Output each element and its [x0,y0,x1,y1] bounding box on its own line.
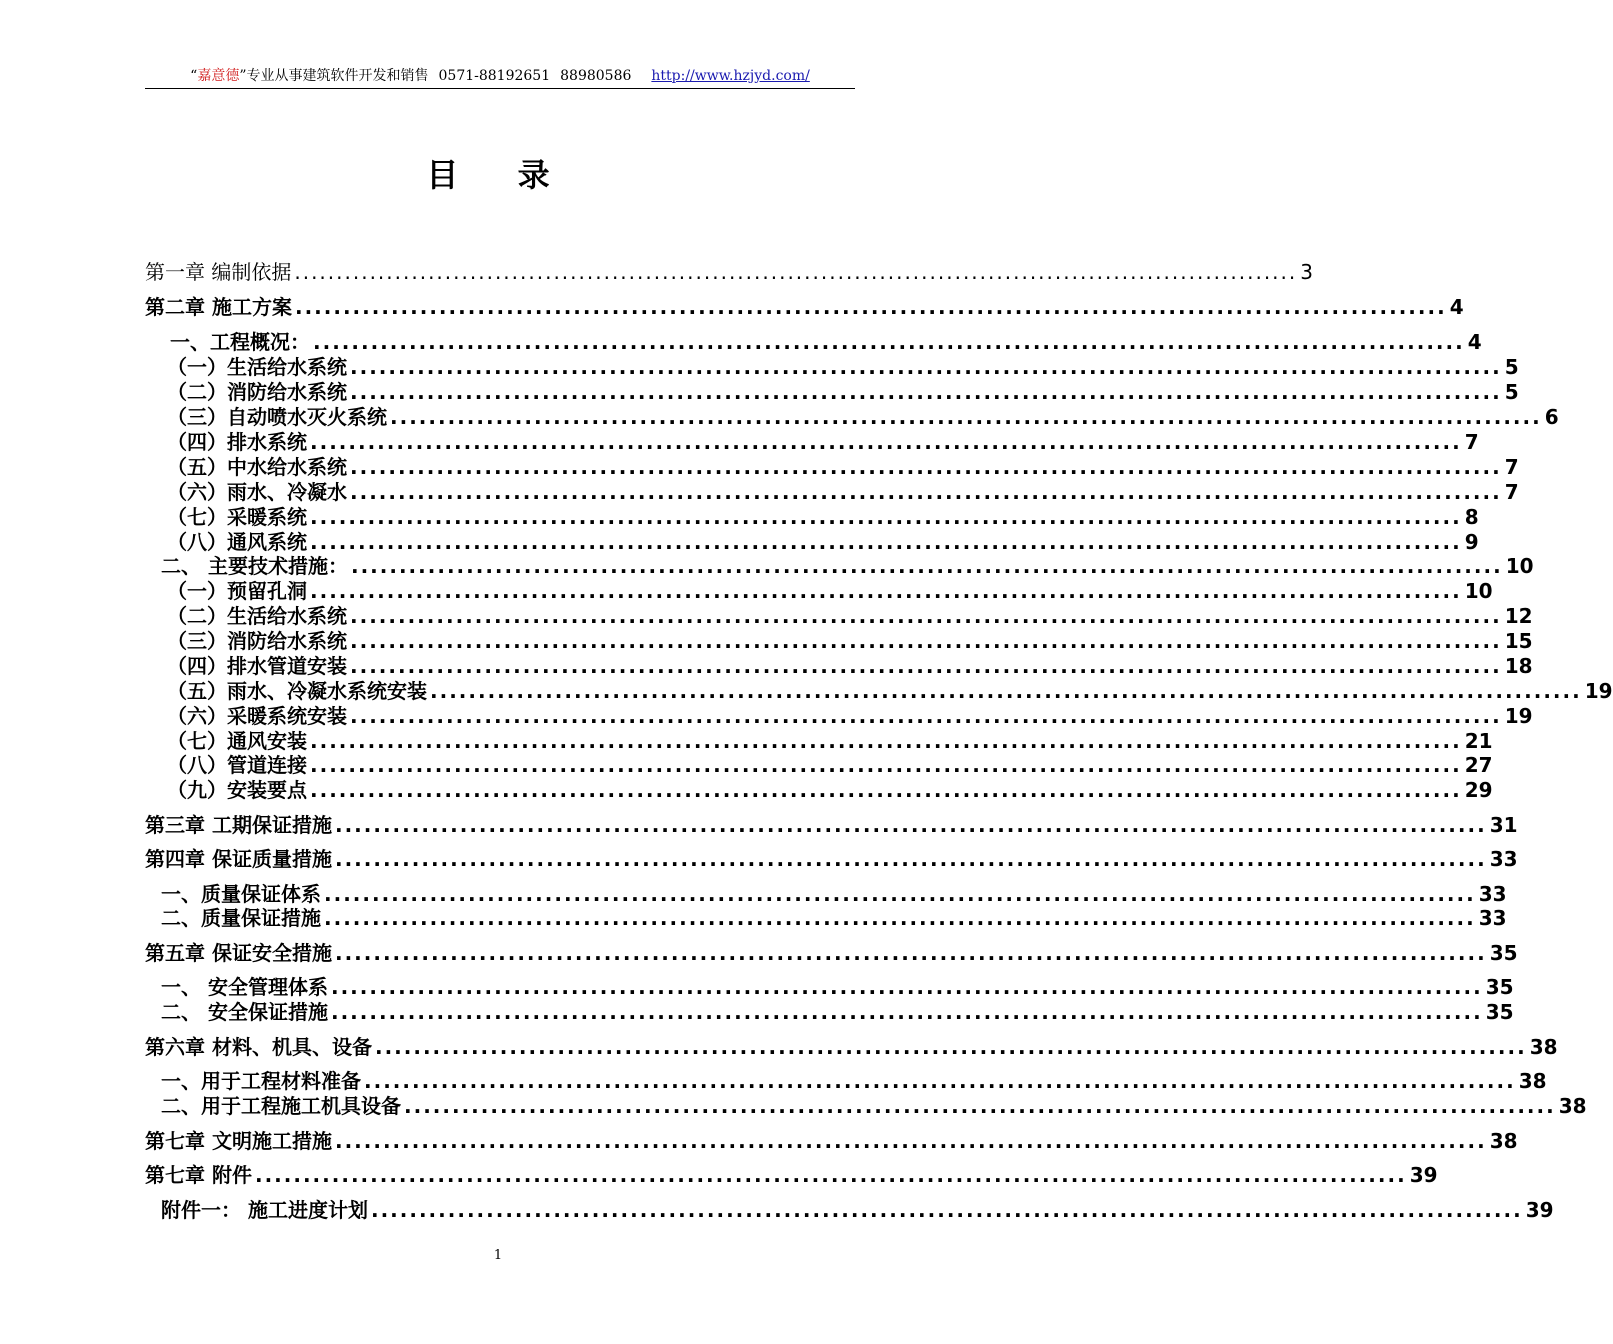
toc-entry[interactable] [167,702,1533,728]
toc-entry[interactable] [167,652,1533,678]
toc-entry-page-number: 4 [1449,295,1464,319]
toc-dot-leader: ........................................................................................................................ [324,882,1476,906]
toc-dot-leader: ........................................................................................................................ [313,330,1465,354]
toc-entry[interactable] [161,880,1507,906]
toc-entry-label: 一、工程概况： [170,330,310,354]
toc-entry-label: 第五章 保证安全措施 [145,941,332,965]
toc-entry-label: 二、 主要技术措施： [161,554,348,578]
toc-entry-label: 第七章 文明施工措施 [145,1129,332,1153]
toc-dot-leader: ........................................................................................................................ [350,554,1503,578]
toc-entry-label: 第二章 施工方案 [145,295,292,319]
toc-dot-leader: ........................................................................................................................ [334,847,1487,871]
toc-entry[interactable] [161,998,1514,1024]
toc-entry[interactable] [167,453,1519,479]
header-tagline: 专业从事建筑软件开发和销售 [246,68,429,84]
toc-entry-page-number: 5 [1504,380,1519,404]
toc-entry-page-number: 21 [1464,729,1493,753]
header-phone-2: 88980586 [560,68,632,84]
toc-dot-leader: ........................................................................................................................ [350,629,1502,653]
toc-entry[interactable] [161,1092,1587,1118]
toc-entry-label: （四）排水系统 [167,430,307,454]
toc-entry-label: 一、用于工程材料准备 [161,1069,361,1093]
toc-entry-page-number: 33 [1489,847,1518,871]
toc-entry-label: 第三章 工期保证措施 [145,813,332,837]
toc-entry-label: （七）采暖系统 [167,505,307,529]
toc-entry[interactable] [167,751,1493,777]
toc-entry[interactable] [167,577,1493,603]
toc-dot-leader: ........................................................................................................................ [350,704,1502,728]
toc-entry-label: （一）生活给水系统 [167,355,347,379]
header-brand: 嘉意德 [197,68,240,84]
toc-entry-page-number: 19 [1504,704,1533,728]
toc-dot-leader: ........................................................................................................................ [430,679,1582,703]
toc-entry[interactable] [167,428,1479,454]
toc-entry-label: （五）中水给水系统 [167,455,347,479]
toc-entry[interactable] [170,328,1482,354]
toc-entry[interactable] [145,1033,1558,1059]
toc-entry-label: 第六章 材料、机具、设备 [145,1035,372,1059]
toc-entry[interactable] [167,503,1479,529]
toc-entry[interactable] [145,1127,1518,1153]
toc-dot-leader: ........................................................................................................................ [350,480,1502,504]
header-close-quote: ” [239,68,247,84]
toc-entry-page-number: 9 [1464,530,1479,554]
toc-entry-label: （二）生活给水系统 [167,604,347,628]
toc-entry-label: （二）消防给水系统 [167,380,347,404]
header-open-quote: “ [190,68,198,84]
toc-entry-page-number: 7 [1504,455,1519,479]
toc-entry-label: （九）安装要点 [167,778,307,802]
toc-dot-leader: ........................................................................................................................ [310,753,1462,777]
toc-entry[interactable] [145,1161,1438,1187]
toc-entry[interactable] [167,602,1533,628]
toc-entry-page-number: 27 [1464,753,1493,777]
toc-entry-page-number: 33 [1478,882,1507,906]
toc-entry-label: （七）通风安装 [167,729,307,753]
toc-entry-label: （一）预留孔洞 [167,579,307,603]
toc-entry-label: 第七章 附件 [145,1163,252,1187]
toc-entry[interactable] [161,1067,1547,1093]
toc-entry[interactable] [167,528,1479,554]
toc-entry-page-number: 12 [1504,604,1533,628]
toc-entry-page-number: 10 [1505,554,1534,578]
toc-entry[interactable] [167,627,1533,653]
toc-entry-page-number: 39 [1409,1163,1438,1187]
toc-dot-leader: ........................................................................................................................ [330,1000,1483,1024]
toc-dot-leader: ........................................................................................................................ [334,813,1487,837]
toc-dot-leader: ........................................................................................................................ [310,505,1462,529]
toc-dot-leader: ........................................................................................................................ [334,1129,1487,1153]
toc-entry-page-number: 38 [1558,1094,1587,1118]
toc-entry[interactable] [145,293,1464,319]
toc-entry-page-number: 35 [1489,941,1518,965]
toc-entry-label: 二、用于工程施工机具设备 [161,1094,401,1118]
toc-entry-label: （四）排水管道安装 [167,654,347,678]
toc-entry-page-number: 38 [1489,1129,1518,1153]
toc-entry[interactable] [167,403,1559,429]
toc-entry-page-number: 7 [1504,480,1519,504]
toc-entry-label: （三）自动喷水灭火系统 [167,405,387,429]
toc-dot-leader: ........................................................................................................................ [350,380,1502,404]
toc-entry-label: （六）采暖系统安装 [167,704,347,728]
toc-dot-leader: ........................................................................................................................ [310,778,1462,802]
toc-entry-label: 第四章 保证质量措施 [145,847,332,871]
toc-entry-page-number: 10 [1464,579,1493,603]
toc-entry-page-number: 39 [1525,1198,1554,1222]
toc-entry[interactable] [167,776,1493,802]
toc-entry[interactable] [167,353,1519,379]
toc-entry-page-number: 29 [1464,778,1493,802]
toc-entry[interactable] [145,939,1518,965]
toc-dot-leader: ........................................................................................................................ [310,729,1462,753]
toc-entry-label: （八）管道连接 [167,753,307,777]
toc-entry-page-number: 7 [1464,430,1479,454]
toc-entry-label: 一、质量保证体系 [161,882,321,906]
toc-entry-page-number: 35 [1485,1000,1514,1024]
toc-dot-leader: ........................................................................................................................ [294,260,1298,284]
toc-dot-leader: ........................................................................................................................ [254,1163,1407,1187]
toc-entry-label: 附件一： 施工进度计划 [161,1198,368,1222]
toc-entry[interactable] [161,552,1534,578]
toc-dot-leader: ........................................................................................................................ [374,1035,1527,1059]
toc-entry[interactable] [167,478,1519,504]
toc-entry[interactable] [167,677,1613,703]
page-number: 1 [493,1248,503,1263]
toc-entry-page-number: 5 [1504,355,1519,379]
toc-entry-page-number: 8 [1464,505,1479,529]
toc-entry-label: 二、 安全保证措施 [161,1000,328,1024]
toc-entry-page-number: 6 [1544,405,1559,429]
toc-entry-label: 二、质量保证措施 [161,906,321,930]
toc-dot-leader: ........................................................................................................................ [310,579,1462,603]
toc-entry[interactable] [167,727,1493,753]
toc-entry-page-number: 35 [1485,975,1514,999]
toc-dot-leader: ........................................................................................................................ [310,430,1462,454]
header-website-link[interactable]: http://www.hzjyd.com/ [651,68,810,84]
toc-entry[interactable] [167,378,1519,404]
toc-entry-page-number: 38 [1529,1035,1558,1059]
toc-dot-leader: ........................................................................................................................ [390,405,1542,429]
toc-entry[interactable] [145,845,1518,871]
toc-entry-label: 第一章 编制依据 [145,260,292,284]
toc-entry-page-number: 3 [1300,260,1313,284]
header-phone-1: 0571-88192651 [438,68,551,84]
toc-dot-leader: ........................................................................................................................ [324,906,1476,930]
toc-dot-leader: ........................................................................................................................ [310,530,1462,554]
toc-dot-leader: ........................................................................................................................ [350,355,1502,379]
toc-entry-label: （五）雨水、冷凝水系统安装 [167,679,427,703]
toc-dot-leader: ........................................................................................................................ [294,295,1447,319]
toc-entry-label: （三）消防给水系统 [167,629,347,653]
toc-dot-leader: ........................................................................................................................ [334,941,1487,965]
toc-entry[interactable] [161,1196,1554,1222]
toc-entry[interactable] [161,973,1514,999]
toc-dot-leader: ........................................................................................................................ [404,1094,1556,1118]
toc-entry-page-number: 19 [1584,679,1613,703]
toc-entry-page-number: 38 [1518,1069,1547,1093]
toc-entry[interactable] [145,811,1518,837]
toc-entry-page-number: 15 [1504,629,1533,653]
toc-entry[interactable] [161,904,1507,930]
page-title: 目 录 [426,156,574,194]
toc-entry-page-number: 4 [1467,330,1482,354]
toc-dot-leader: ........................................................................................................................ [330,975,1483,999]
toc-entry-label: （六）雨水、冷凝水 [167,480,347,504]
toc-dot-leader: ........................................................................................................................ [350,654,1502,678]
toc-entry-page-number: 18 [1504,654,1533,678]
toc-dot-leader: ........................................................................................................................ [350,604,1502,628]
toc-entry-label: （八）通风系统 [167,530,307,554]
toc-entry-label: 一、 安全管理体系 [161,975,328,999]
toc-dot-leader: ........................................................................................................................ [350,455,1502,479]
toc-dot-leader: ........................................................................................................................ [370,1198,1523,1222]
toc-dot-leader: ........................................................................................................................ [364,1069,1516,1093]
toc-entry-page-number: 33 [1478,906,1507,930]
toc-entry-page-number: 31 [1489,813,1518,837]
toc-entry[interactable] [145,258,1313,284]
